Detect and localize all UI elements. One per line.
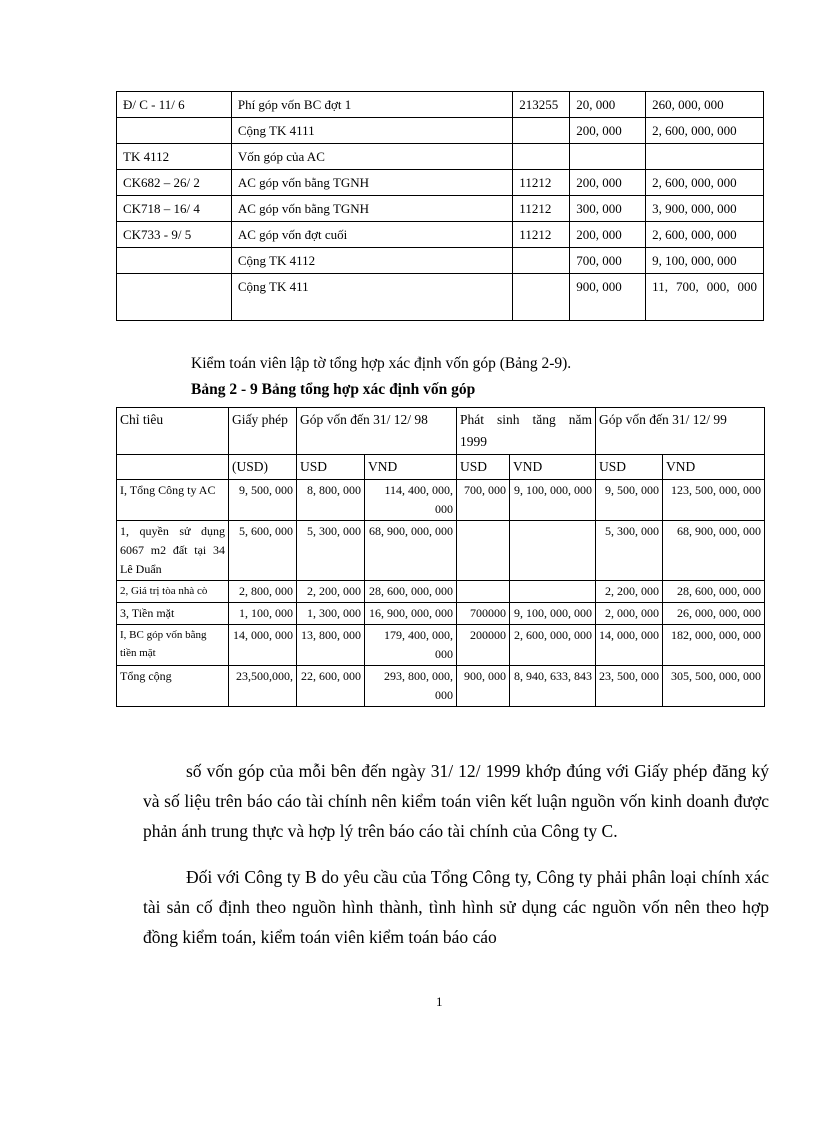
- table-cell: Cộng TK 411: [231, 274, 512, 321]
- table-cell: 2, 200, 000: [297, 581, 365, 603]
- table-cell: I, Tổng Công ty AC: [117, 480, 229, 521]
- table-cell: 200, 000: [570, 222, 646, 248]
- table-cell: 68, 900, 000, 000: [663, 521, 765, 581]
- table-cell: 23, 500, 000: [596, 666, 663, 707]
- table-cell: 20, 000: [570, 92, 646, 118]
- table-cell: 9, 500, 000: [596, 480, 663, 521]
- header-cell: Góp vốn đến 31/ 12/ 98: [297, 408, 457, 455]
- header-cell: VND: [365, 455, 457, 480]
- table-cell: 300, 000: [570, 196, 646, 222]
- header-cell: Giấy phép: [229, 408, 297, 455]
- table-row: [117, 196, 764, 222]
- table-cell: 2, 200, 000: [596, 581, 663, 603]
- table-cell: AC góp vốn bằng TGNH: [231, 196, 512, 222]
- body-paragraph: số vốn góp của mỗi bên đến ngày 31/ 12/ 1999 khớp đúng với Giấy phép đăng ký và số liệu trên báo cáo tài chính nên kiểm toán viên kết luận nguồn vốn kinh doanh được phản ánh trung thực và hợp lý trên báo cáo tài chính của Công ty C.: [143, 761, 769, 841]
- table-cell: [117, 274, 232, 321]
- table-cell: 2, Giá trị tòa nhà cò: [117, 581, 229, 603]
- table-cell: [513, 118, 570, 144]
- table-cell: 22, 600, 000: [297, 666, 365, 707]
- table-cell: TK 4112: [117, 144, 232, 170]
- table-title: Bảng 2 - 9 Bảng tổng hợp xác định vốn góp: [191, 381, 476, 398]
- table-cell: [510, 581, 596, 603]
- table-cell: 68, 900, 000, 000: [365, 521, 457, 581]
- table-cell: 1, 100, 000: [229, 603, 297, 625]
- table-row: [117, 144, 764, 170]
- table-cell: 11, 700, 000, 000: [646, 274, 764, 321]
- header-row: [117, 455, 765, 480]
- table-cell: 26, 000, 000, 000: [663, 603, 765, 625]
- table-cell: 9, 100, 000, 000: [510, 480, 596, 521]
- table-cell: 28, 600, 000, 000: [365, 581, 457, 603]
- table-cell: 2, 000, 000: [596, 603, 663, 625]
- table-cell: Cộng TK 4112: [231, 248, 512, 274]
- table-cell: 293, 800, 000, 000: [365, 666, 457, 707]
- header-cell: [117, 455, 229, 480]
- table-cell: Vốn góp của AC: [231, 144, 512, 170]
- table-cell: 700, 000: [457, 480, 510, 521]
- table-cell: 182, 000, 000, 000: [663, 625, 765, 666]
- table-cell: 9, 100, 000, 000: [510, 603, 596, 625]
- table-cell: 2, 600, 000, 000: [646, 118, 764, 144]
- table-row: [117, 625, 765, 666]
- table-cell: 200000: [457, 625, 510, 666]
- table-row: [117, 118, 764, 144]
- table-cell: 200, 000: [570, 170, 646, 196]
- table-cell: 13, 800, 000: [297, 625, 365, 666]
- table-row: [117, 248, 764, 274]
- header-cell: VND: [663, 455, 765, 480]
- table-cell: CK718 – 16/ 4: [117, 196, 232, 222]
- table-cell: 28, 600, 000, 000: [663, 581, 765, 603]
- header-cell: Góp vốn đến 31/ 12/ 99: [596, 408, 765, 455]
- table-cell: 14, 000, 000: [596, 625, 663, 666]
- table-cell: [117, 118, 232, 144]
- table-cell: [513, 274, 570, 321]
- header-cell: VND: [510, 455, 596, 480]
- table-cell: 1, quyền sử dụng 6067 m2 đất tại 34 Lê Duẩn: [117, 521, 229, 581]
- table-cell: [510, 521, 596, 581]
- table-cell: [570, 144, 646, 170]
- header-cell: (USD): [229, 455, 297, 480]
- table-cell: [513, 248, 570, 274]
- table-cell: 200, 000: [570, 118, 646, 144]
- table-row: [117, 222, 764, 248]
- table-cell: 3, 900, 000, 000: [646, 196, 764, 222]
- capital-summary-table: [116, 407, 765, 707]
- page-number: 1: [436, 994, 443, 1009]
- table-cell: 14, 000, 000: [229, 625, 297, 666]
- table-cell: Cộng TK 4111: [231, 118, 512, 144]
- table-row: [117, 521, 765, 581]
- table-cell: 305, 500, 000, 000: [663, 666, 765, 707]
- table-cell: 213255: [513, 92, 570, 118]
- table-cell: 3, Tiền mặt: [117, 603, 229, 625]
- header-cell: USD: [457, 455, 510, 480]
- table-row: [117, 603, 765, 625]
- table-cell: 700, 000: [570, 248, 646, 274]
- table-cell: Tổng cộng: [117, 666, 229, 707]
- table-row: [117, 92, 764, 118]
- table-cell: 2, 800, 000: [229, 581, 297, 603]
- table-cell: [646, 144, 764, 170]
- table-cell: 5, 600, 000: [229, 521, 297, 581]
- table-cell: 900, 000: [570, 274, 646, 321]
- table-cell: Đ/ C - 11/ 6: [117, 92, 232, 118]
- table-cell: [457, 581, 510, 603]
- header-cell: Chỉ tiêu: [117, 408, 229, 455]
- table-cell: 5, 300, 000: [297, 521, 365, 581]
- table-cell: 260, 000, 000: [646, 92, 764, 118]
- ledger-table: [116, 91, 764, 321]
- table-row: [117, 581, 765, 603]
- table-cell: 5, 300, 000: [596, 521, 663, 581]
- table-cell: 8, 940, 633, 843: [510, 666, 596, 707]
- table-cell: AC góp vốn bằng TGNH: [231, 170, 512, 196]
- header-cell: Phát sinh tăng năm 1999: [457, 408, 596, 455]
- body-paragraph: Đối với Công ty B do yêu cầu của Tổng Công ty, Công ty phải phân loại chính xác tài sản cố định theo nguồn hình thành, tình hình sử dụng các nguồn vốn nên theo hợp đồng kiểm toán, kiểm toán viên kiểm toán báo cáo: [143, 867, 769, 947]
- table-cell: 123, 500, 000, 000: [663, 480, 765, 521]
- table-cell: 900, 000: [457, 666, 510, 707]
- table-cell: 9, 500, 000: [229, 480, 297, 521]
- table-cell: CK682 – 26/ 2: [117, 170, 232, 196]
- table-cell: 11212: [513, 170, 570, 196]
- table-cell: 23,500,000,: [229, 666, 297, 707]
- table-cell: CK733 - 9/ 5: [117, 222, 232, 248]
- table-cell: [513, 144, 570, 170]
- table-row: [117, 480, 765, 521]
- table-cell: [117, 248, 232, 274]
- table-row: [117, 274, 764, 321]
- table-cell: AC góp vốn đợt cuối: [231, 222, 512, 248]
- table-cell: 700000: [457, 603, 510, 625]
- header-cell: USD: [297, 455, 365, 480]
- table-row: [117, 170, 764, 196]
- table-cell: 11212: [513, 196, 570, 222]
- table-cell: 9, 100, 000, 000: [646, 248, 764, 274]
- table-cell: 114, 400, 000, 000: [365, 480, 457, 521]
- header-cell: USD: [596, 455, 663, 480]
- table-cell: 16, 900, 000, 000: [365, 603, 457, 625]
- table-caption: Kiểm toán viên lập tờ tổng hợp xác định vốn góp (Bảng 2-9).: [191, 355, 572, 372]
- table-cell: 179, 400, 000, 000: [365, 625, 457, 666]
- table-cell: [457, 521, 510, 581]
- table-cell: 8, 800, 000: [297, 480, 365, 521]
- table-cell: 11212: [513, 222, 570, 248]
- table-row: [117, 666, 765, 707]
- table-cell: Phí góp vốn BC đợt 1: [231, 92, 512, 118]
- table-cell: 1, 300, 000: [297, 603, 365, 625]
- table-cell: I, BC góp vốn bằng tiền mặt: [117, 625, 229, 666]
- table-cell: 2, 600, 000, 000: [646, 170, 764, 196]
- table-cell: 2, 600, 000, 000: [646, 222, 764, 248]
- table-cell: 2, 600, 000, 000: [510, 625, 596, 666]
- header-row: [117, 408, 765, 455]
